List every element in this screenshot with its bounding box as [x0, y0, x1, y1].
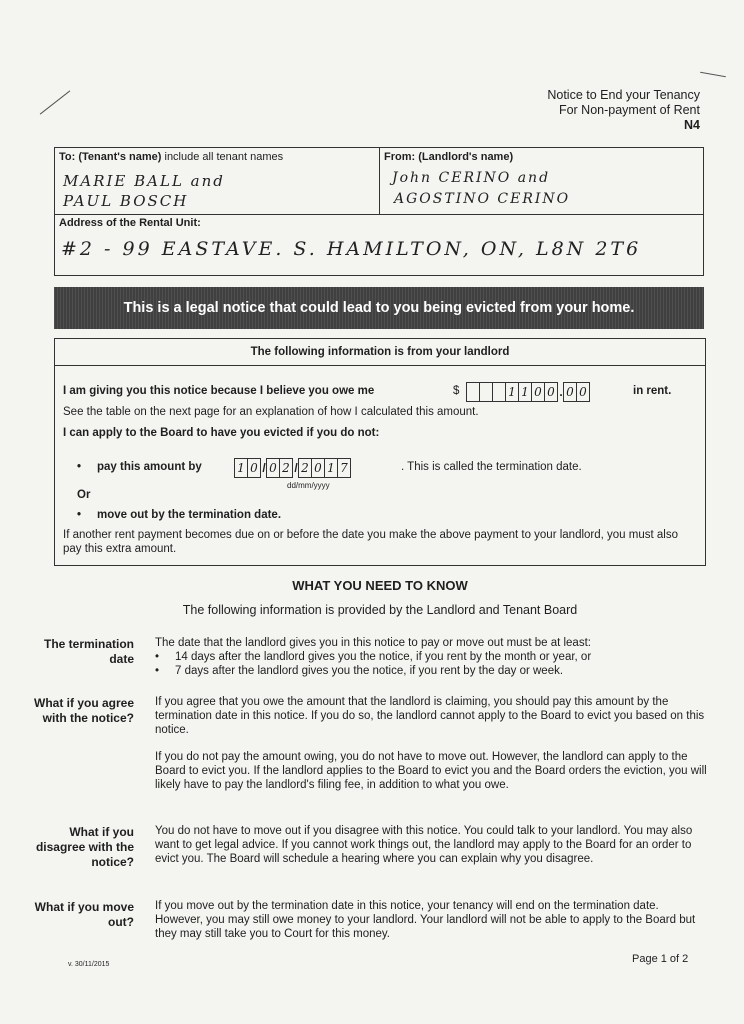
date-format-hint: dd/mm/yyyy [287, 481, 330, 490]
date-digit: 7 [337, 458, 351, 478]
legal-notice-banner: This is a legal notice that could lead to you being evicted from your home. [54, 287, 704, 329]
need-to-know-heading: WHAT YOU NEED TO KNOW [292, 578, 468, 593]
amount-digit: 0 [544, 382, 558, 402]
section-termination-date [155, 636, 707, 678]
pay-by-item [77, 461, 202, 473]
landlord-name-1[interactable]: John CERINO and [392, 170, 551, 186]
page-number: Page 1 of 2 [632, 953, 689, 965]
tenant-label-bold: To: (Tenant's name) [59, 151, 162, 163]
bullet-icon: • [155, 665, 160, 677]
list-item-text: 7 days after the landlord gives you the notice, if you rent by the day or week. [175, 665, 564, 677]
tenant-label [55, 148, 379, 166]
date-digit: 0 [247, 458, 261, 478]
in-rent-text: in rent. [633, 385, 672, 397]
address-value[interactable]: #2 - 99 EASTAVE. S. HAMILTON, ON, L8N 2T6 [61, 238, 642, 260]
section-text: If you do not pay the amount owing, you do not have to move out. However, the landlord can apply to the Board to evict you. If the landlord applies to the Board to evict you and the Board orders the eviction, you will likely have to pay the landlord's filing fee, in addition to what you owe. [155, 751, 707, 791]
date-slash: / [294, 461, 298, 475]
landlord-info-box [54, 338, 706, 566]
amount-digit: 0 [531, 382, 545, 402]
termination-note: . This is called the termination date. [401, 461, 582, 473]
decimal-point: . [559, 385, 563, 399]
amount-digit [479, 382, 493, 402]
date-digit: 0 [266, 458, 280, 478]
can-apply-text: I can apply to the Board to have you evicted if you do not: [63, 427, 380, 439]
owe-text: I am giving you this notice because I believe you owe me [63, 385, 375, 397]
see-table-text: See the table on the next page for an explanation of how I calculated this amount. [63, 406, 479, 418]
termination-date-field[interactable] [235, 458, 351, 478]
landlord-name-2[interactable]: AGOSTINO CERINO [394, 191, 571, 207]
currency-symbol: $ [453, 385, 460, 397]
amount-digit: 0 [563, 382, 577, 402]
amount-digit: 0 [576, 382, 590, 402]
or-label: Or [77, 489, 91, 501]
landlord-label: From: (Landlord's name) [384, 151, 514, 163]
bullet-icon: • [77, 461, 82, 473]
parties-box [54, 147, 704, 276]
amount-digit [492, 382, 506, 402]
date-slash: / [262, 461, 266, 475]
need-to-know-subheading: The following information is provided by the Landlord and Tenant Board [182, 603, 578, 617]
section-label-disagree: What if you disagree with the notice? [35, 825, 134, 869]
form-code: N4 [684, 118, 700, 132]
section-label-termination-date: The termination date [43, 637, 134, 666]
form-title [547, 88, 700, 133]
section-text: The date that the landlord gives you in this notice to pay or move out must be at least: [155, 637, 591, 649]
list-item [155, 650, 707, 664]
tenant-name-2[interactable]: PAUL BOSCH [63, 192, 189, 210]
tenant-label-note: include all tenant names [164, 151, 284, 163]
date-digit: 1 [324, 458, 338, 478]
section-text: You do not have to move out if you disagree with this notice. You could talk to your landlord. You may also want to get legal advice. If you cannot work things out, the landlord may apply to the Board for an order to evict you. The Board will schedule a hearing where you can explain why you disagree. [155, 825, 693, 865]
date-digit: 0 [311, 458, 325, 478]
section-move-out [155, 899, 707, 941]
address-label: Address of the Rental Unit: [59, 217, 201, 229]
date-digit: 1 [234, 458, 248, 478]
landlord-info-heading: The following information is from your landlord [55, 339, 705, 366]
section-label-agree: What if you agree with the notice? [34, 696, 135, 725]
bullet-icon: • [77, 509, 82, 521]
amount-digit: 1 [518, 382, 532, 402]
tenant-name-1[interactable]: MARIE BALL and [63, 172, 225, 190]
list-item [155, 664, 707, 678]
section-text: If you move out by the termination date in this notice, your tenancy will end on the termination date. However, you may still owe money to your landlord. Your landlord will not be able to apply to the Board but they may still take you to Court for this money. [155, 900, 696, 940]
amount-digit [466, 382, 480, 402]
bullet-icon: • [155, 651, 160, 663]
move-out-text: move out by the termination date. [97, 509, 282, 521]
section-disagree [155, 824, 707, 866]
form-title-line2: For Non-payment of Rent [558, 103, 700, 117]
section-label-move-out: What if you move out? [34, 900, 134, 929]
move-out-item [77, 509, 281, 521]
section-agree [155, 695, 707, 737]
section-text: If you agree that you owe the amount that the landlord is claiming, you should pay this amount by the termination date in this notice. If you do so, the landlord cannot apply to the Board to evict you based on this notice. [155, 696, 705, 736]
date-digit: 2 [298, 458, 312, 478]
amount-field[interactable] [467, 382, 590, 402]
extra-payment-note: If another rent payment becomes due on or before the date you make the above payment to your landlord, you must also pay this extra amount. [63, 529, 678, 555]
pen-mark [700, 72, 726, 77]
section-agree-continued [155, 750, 707, 792]
pay-by-label: pay this amount by [97, 461, 202, 473]
form-title-line1: Notice to End your Tenancy [547, 88, 700, 102]
list-item-text: 14 days after the landlord gives you the notice, if you rent by the month or year, or [175, 651, 592, 663]
pen-mark [40, 90, 71, 114]
date-digit: 2 [279, 458, 293, 478]
version-text: v. 30/11/2015 [68, 961, 110, 968]
amount-digit: 1 [505, 382, 519, 402]
